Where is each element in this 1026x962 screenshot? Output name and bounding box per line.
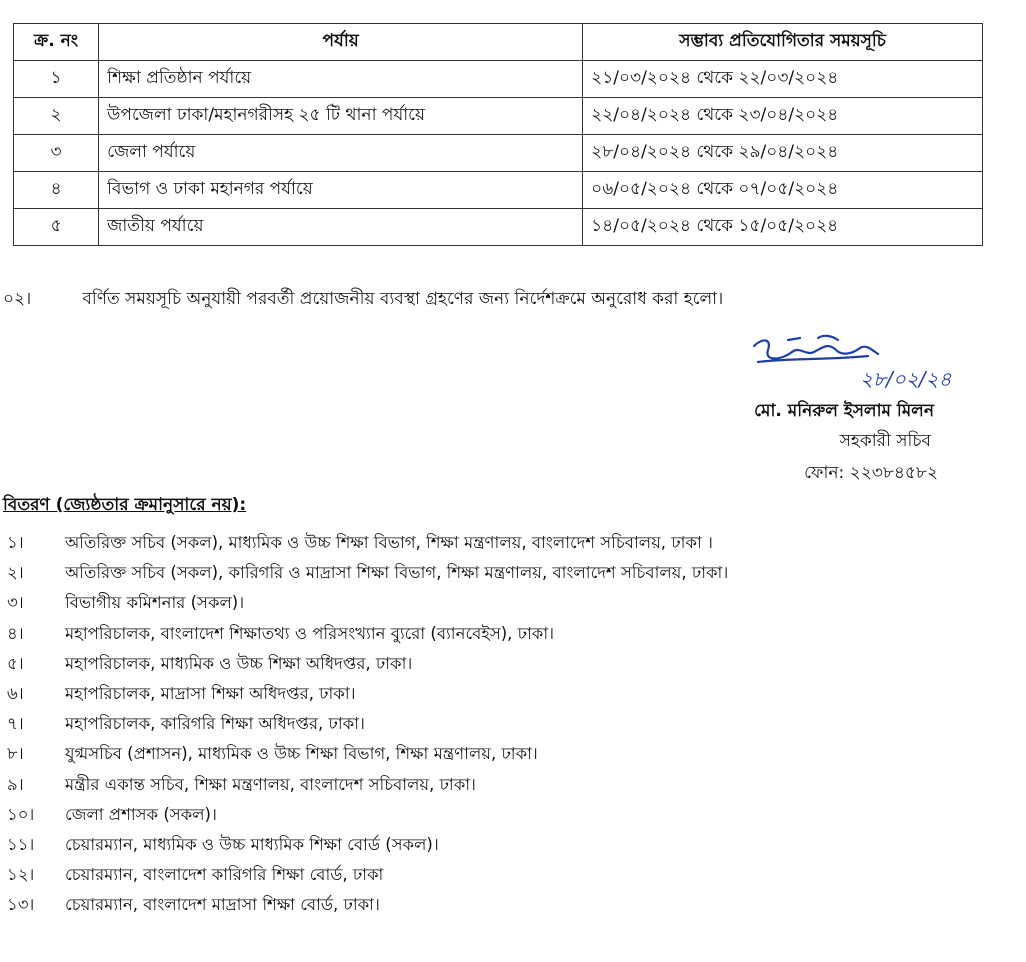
list-item-number: ১২। — [7, 865, 35, 885]
row-date: ২৮/০৪/২০২৪ থেকে ২৯/০৪/২০২৪ — [583, 135, 983, 172]
list-item-text: বিভাগীয় কমিশনার (সকল)। — [65, 593, 245, 613]
table-row — [14, 98, 983, 135]
list-item-number: ৭। — [7, 714, 24, 734]
signature-date: ২৮/০২/২৪ — [860, 367, 952, 391]
row-date: ২২/০৪/২০২৪ থেকে ২৩/০৪/২০২৪ — [583, 98, 983, 135]
list-item — [3, 588, 728, 618]
list-item-text: মহাপরিচালক, বাংলাদেশ শিক্ষাতথ্য ও পরিসংখ্যান ব্যুরো (ব্যানবেইস), ঢাকা। — [65, 623, 555, 643]
row-stage: বিভাগ ও ঢাকা মহানগর পর্যায়ে — [99, 172, 583, 209]
list-item-text: অতিরিক্ত সচিব (সকল), কারিগরি ও মাদ্রাসা শিক্ষা বিভাগ, শিক্ষা মন্ত্রণালয়, বাংলাদেশ সচিবালয়, ঢাকা। — [65, 563, 729, 583]
paragraph-number: ০২। — [3, 289, 32, 309]
row-date: ০৬/০৫/২০২৪ থেকে ০৭/০৫/২০২৪ — [583, 172, 983, 209]
row-date: ২১/০৩/২০২৪ থেকে ২২/০৩/২০২৪ — [583, 61, 983, 98]
list-item — [3, 830, 728, 860]
list-item-text: চেয়ারম্যান, বাংলাদেশ মাদ্রাসা শিক্ষা বোর্ড, ঢাকা। — [65, 895, 380, 915]
list-item — [3, 770, 728, 800]
list-item — [3, 558, 728, 588]
distribution-list — [3, 528, 728, 920]
list-item-text: চেয়ারম্যান, মাধ্যমিক ও উচ্চ মাধ্যমিক শিক্ষা বোর্ড (সকল)। — [65, 834, 439, 854]
list-item — [3, 619, 728, 649]
list-item-text: মহাপরিচালক, মাদ্রাসা শিক্ষা অধিদপ্তর, ঢাকা। — [65, 683, 356, 703]
list-item — [3, 679, 728, 709]
signer-phone: ফোন: ২২৩৮৪৫৮২ — [804, 463, 938, 483]
row-serial: ৫ — [14, 209, 99, 246]
list-item — [3, 528, 728, 558]
list-item — [3, 800, 728, 830]
list-item-text: জেলা প্রশাসক (সকল)। — [65, 804, 217, 824]
list-item-number: ৩। — [7, 593, 24, 613]
header-schedule: সম্ভাব্য প্রতিযোগিতার সময়সূচি — [583, 24, 983, 61]
row-serial: ৪ — [14, 172, 99, 209]
list-item-number: ১। — [7, 533, 24, 552]
row-stage: জেলা পর্যায়ে — [99, 135, 583, 172]
header-stage: পর্যায় — [99, 24, 583, 61]
list-item-number: ৪। — [7, 623, 24, 643]
header-serial: ক্র. নং — [14, 24, 99, 61]
list-item-number: ৯। — [7, 774, 24, 794]
table-row — [14, 61, 983, 98]
signer-designation: সহকারী সচিব — [839, 431, 931, 451]
row-date: ১৪/০৫/২০২৪ থেকে ১৫/০৫/২০২৪ — [583, 209, 983, 246]
list-item — [3, 890, 728, 920]
list-item-number: ২। — [7, 563, 24, 583]
instruction-paragraph — [3, 286, 723, 314]
list-item — [3, 649, 728, 679]
list-item-text: মন্ত্রীর একান্ত সচিব, শিক্ষা মন্ত্রণালয়, বাংলাদেশ সচিবালয়, ঢাকা। — [65, 774, 476, 794]
row-stage: উপজেলা ঢাকা/মহানগরীসহ ২৫ টি থানা পর্যায়ে — [99, 98, 583, 135]
table-row — [14, 209, 983, 246]
schedule-table — [13, 23, 983, 246]
list-item — [3, 709, 728, 739]
list-item-number: ১৩। — [7, 895, 35, 915]
list-item-number: ১১। — [7, 834, 35, 854]
table-header-row — [14, 24, 983, 61]
row-serial: ৩ — [14, 135, 99, 172]
row-stage: জাতীয় পর্যায়ে — [99, 209, 583, 246]
signer-name: মো. মনিরুল ইসলাম মিলন — [754, 401, 934, 421]
list-item-text: মহাপরিচালক, মাধ্যমিক ও উচ্চ শিক্ষা অধিদপ্তর, ঢাকা। — [65, 653, 413, 673]
handwritten-signature — [748, 332, 988, 398]
list-item — [3, 739, 728, 769]
row-stage: শিক্ষা প্রতিষ্ঠান পর্যায়ে — [99, 61, 583, 98]
list-item-number: ৫। — [7, 653, 24, 673]
list-item-text: মহাপরিচালক, কারিগরি শিক্ষা অধিদপ্তর, ঢাকা। — [65, 714, 365, 734]
list-item-text: অতিরিক্ত সচিব (সকল), মাধ্যমিক ও উচ্চ শিক্ষা বিভাগ, শিক্ষা মন্ত্রণালয়, বাংলাদেশ সচিবালয়, ঢাকা । — [65, 533, 713, 552]
distribution-heading: বিতরণ (জ্যেষ্ঠতার ক্রমানুসারে নয়): — [3, 495, 247, 515]
row-serial: ২ — [14, 98, 99, 135]
table-row — [14, 135, 983, 172]
list-item-number: ১০। — [7, 804, 35, 824]
row-serial: ১ — [14, 61, 99, 98]
list-item-text: যুগ্মসচিব (প্রশাসন), মাধ্যমিক ও উচ্চ শিক্ষা বিভাগ, শিক্ষা মন্ত্রণালয়, ঢাকা। — [65, 744, 538, 764]
paragraph-text: বর্ণিত সময়সূচি অনুযায়ী পরবর্তী প্রয়োজনীয় ব্যবস্থা গ্রহণের জন্য নির্দেশক্রমে অনুরোধ করা হলো। — [82, 289, 724, 309]
list-item-number: ৬। — [7, 683, 24, 703]
table-row — [14, 172, 983, 209]
list-item-text: চেয়ারম্যান, বাংলাদেশ কারিগরি শিক্ষা বোর্ড, ঢাকা — [65, 865, 384, 885]
list-item — [3, 860, 728, 890]
list-item-number: ৮। — [7, 744, 24, 764]
